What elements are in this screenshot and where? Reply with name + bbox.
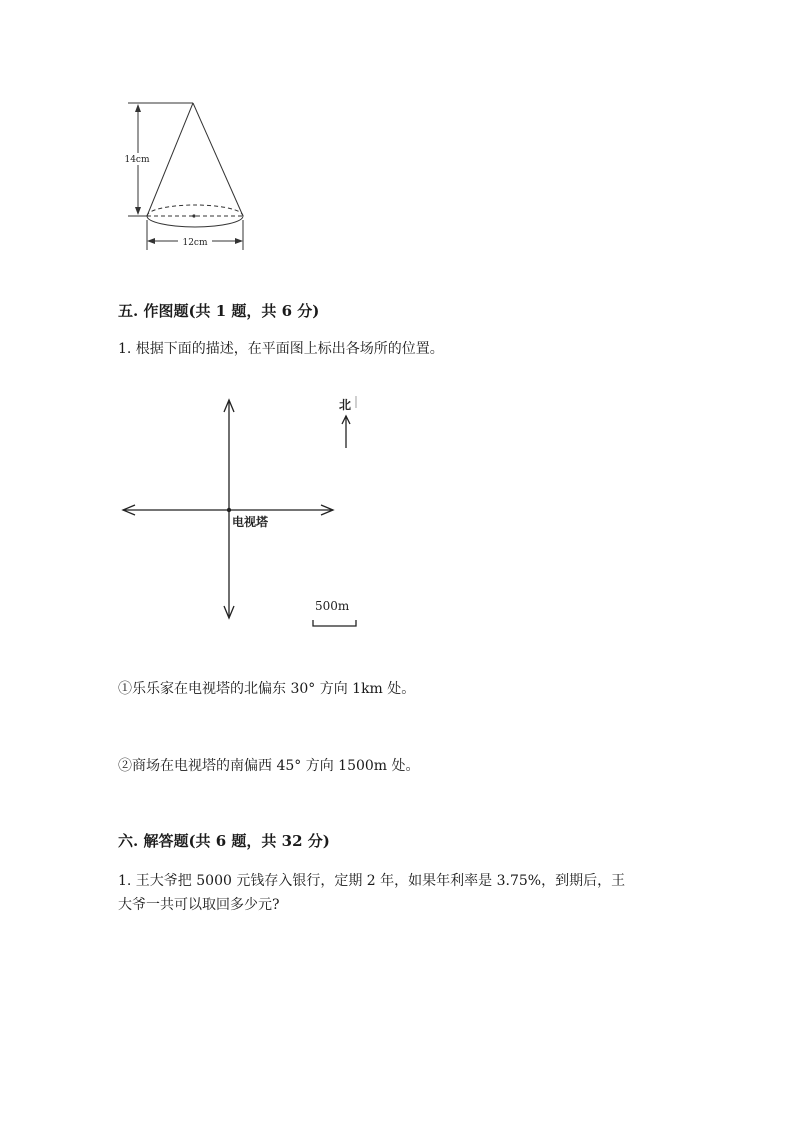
section-5-heading: 五. 作图题(共 1 题，共 6 分)	[118, 302, 320, 320]
section-6-question-1-line-2: 大爷一共可以取回多少元?	[118, 897, 280, 913]
cone-center-dot	[192, 214, 195, 217]
diameter-arrow-left	[147, 238, 155, 244]
tv-tower-point	[227, 508, 231, 512]
section-6-heading: 六. 解答题(共 6 题，共 32 分)	[118, 832, 330, 850]
section-5-item-2: ②商场在电视塔的南偏西 45° 方向 1500m 处。	[118, 758, 420, 774]
diameter-arrow-right	[235, 238, 243, 244]
section-5-item-1: ①乐乐家在电视塔的北偏东 30° 方向 1km 处。	[118, 681, 416, 697]
diameter-label: 12cm	[182, 238, 208, 248]
height-label: 14cm	[124, 155, 150, 165]
scale-label: 500m	[315, 599, 350, 613]
height-arrow-bottom	[135, 207, 141, 215]
north-label: 北	[339, 398, 352, 412]
cone-right-side	[193, 103, 243, 216]
cone-base-front	[147, 216, 243, 227]
height-arrow-top	[135, 104, 141, 112]
cone-left-side	[147, 103, 193, 216]
section-6-question-1-line-1: 1. 王大爷把 5000 元钱存入银行，定期 2 年，如果年利率是 3.75%，到期后，王	[118, 873, 626, 889]
map-figure	[115, 390, 365, 635]
tv-tower-label: 电视塔	[232, 515, 269, 529]
section-5-question-1: 1. 根据下面的描述，在平面图上标出各场所的位置。	[118, 341, 444, 357]
cone-figure	[110, 95, 260, 255]
scale-bar	[313, 620, 356, 626]
cone-base-back	[147, 205, 243, 216]
